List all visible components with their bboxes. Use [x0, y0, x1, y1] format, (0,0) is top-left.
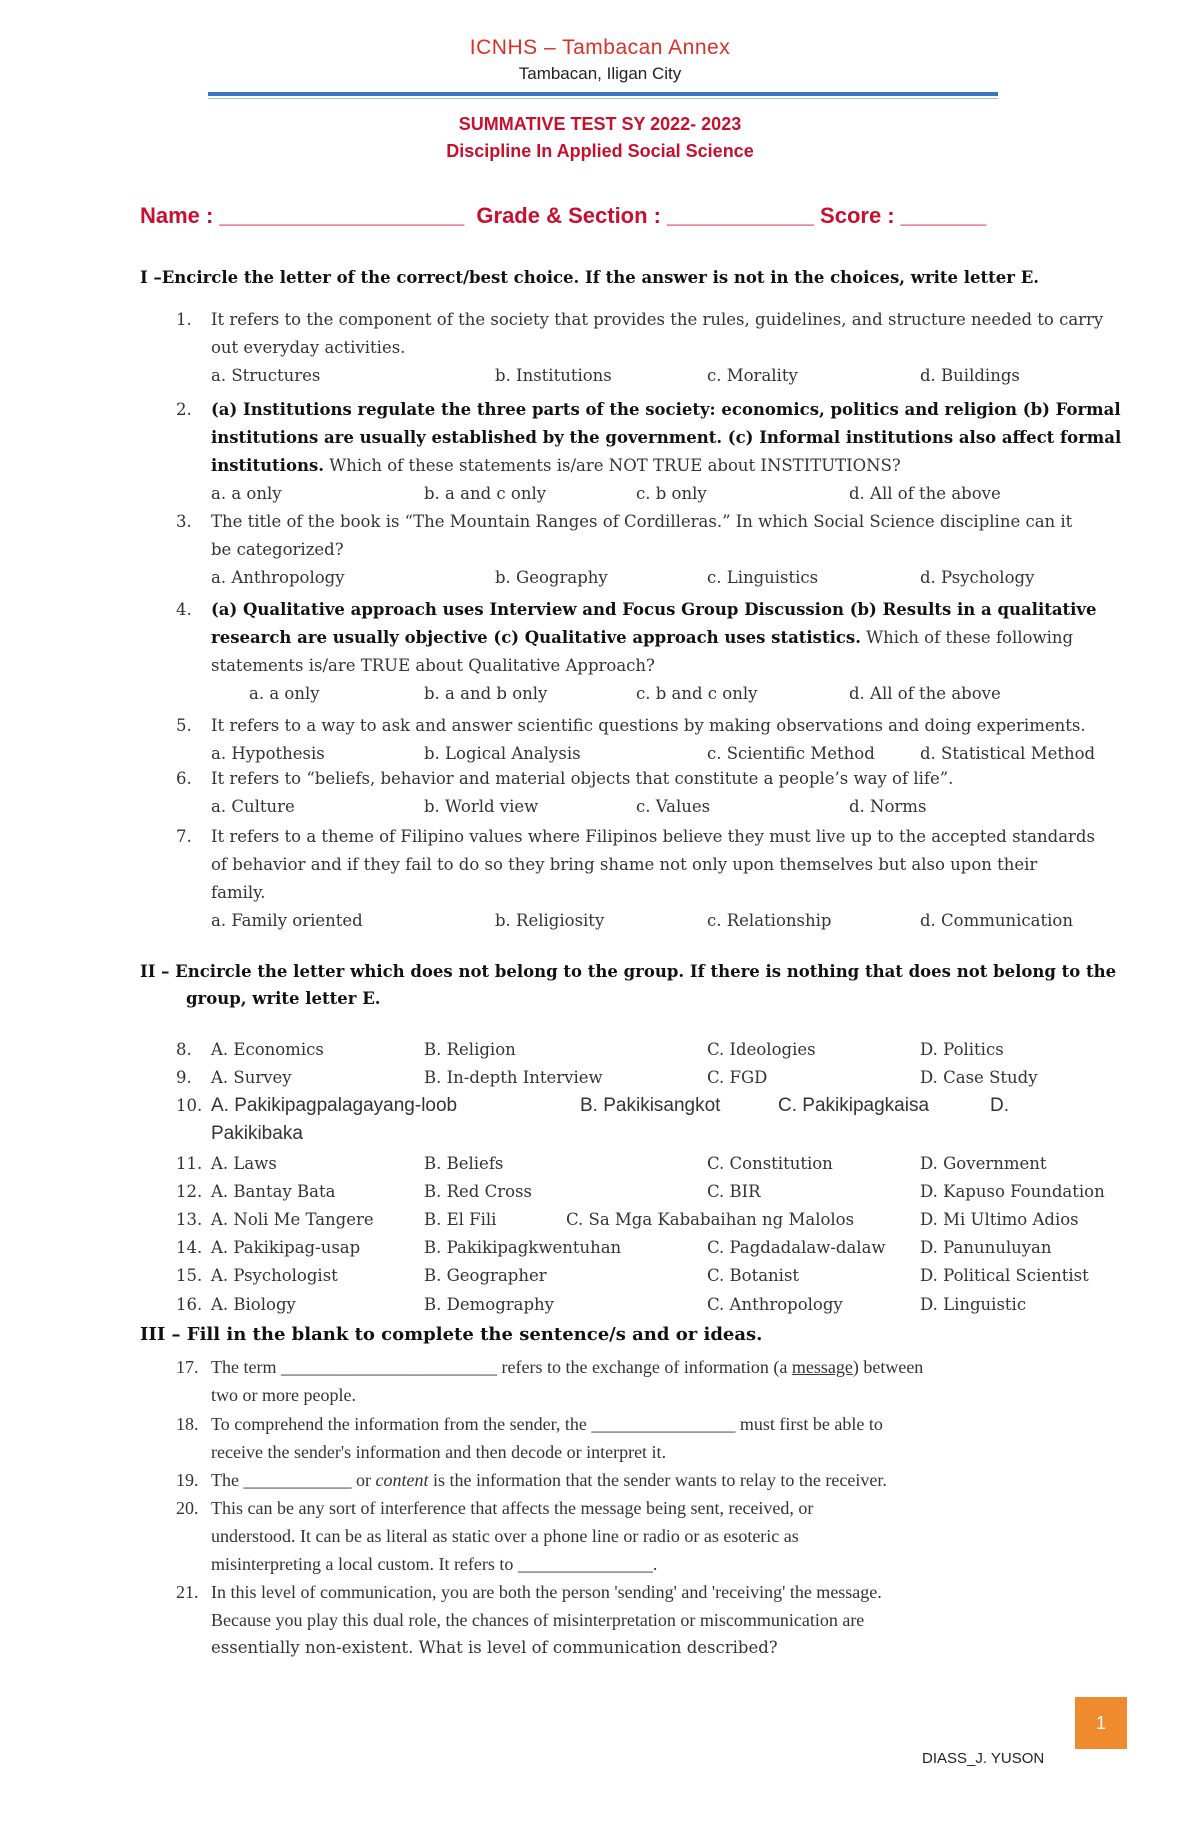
- row-number: 10.: [176, 1096, 203, 1115]
- row-number: 11.: [176, 1154, 203, 1173]
- q2-text-line3: Which of these statements is/are NOT TRUE about INSTITUTIONS?: [324, 456, 901, 475]
- q7-text-line1: It refers to a theme of Filipino values where Filipinos believe they must live up to the accepted standards: [211, 827, 1095, 846]
- question-3: [0, 508, 1200, 596]
- question-2: [0, 396, 1200, 512]
- row-choice-c: C. Pagdadalaw-dalaw: [707, 1238, 886, 1257]
- header-rule-thin: [208, 98, 998, 99]
- row-choice-b: B. Religion: [424, 1040, 516, 1059]
- question-20: [0, 1494, 1200, 1578]
- header-rule: [208, 92, 998, 96]
- q4-bold-line1: (a) Qualitative approach uses Interview and Focus Group Discussion (b) Results in a qualitative: [211, 600, 1097, 619]
- row-choice-a: A. Economics: [211, 1040, 324, 1059]
- row-choice-a: A. Laws: [211, 1154, 277, 1173]
- q7-choice-d: d. Communication: [920, 911, 1073, 930]
- q3-choice-c: c. Linguistics: [707, 568, 819, 587]
- q4-text-line2: Which of these following: [860, 628, 1074, 647]
- q6-choice-a: a. Culture: [211, 797, 295, 816]
- q4-choice-b: b. a and b only: [424, 684, 548, 703]
- q1-text-line1: It refers to the component of the society that provides the rules, guidelines, and structure needed to carry: [211, 310, 1104, 329]
- q6-choice-d: d. Norms: [849, 797, 927, 816]
- q7-text-line2: of behavior and if they fail to do so they bring shame not only upon themselves but also upon their: [211, 855, 1038, 874]
- question-6: [0, 765, 1200, 823]
- row-choice-d: D. Case Study: [920, 1068, 1038, 1087]
- row-choice-a: A. Survey: [211, 1068, 292, 1087]
- q1-choice-d: d. Buildings: [920, 366, 1020, 385]
- q6-text: It refers to “beliefs, behavior and material objects that constitute a people’s way of life”.: [211, 769, 954, 788]
- q18-text-post: must first be able to: [735, 1414, 883, 1434]
- question-5: [0, 712, 1200, 770]
- row-choice-b: B. Pakikisangkot: [580, 1095, 721, 1116]
- q4-bold-line2: research are usually objective (c) Qualitative approach uses statistics.: [211, 628, 861, 647]
- q6-choice-c: c. Values: [636, 797, 711, 816]
- q2-number: 2.: [176, 400, 192, 419]
- q18-blank: ________________: [591, 1414, 736, 1434]
- row-choice-d: D. Government: [920, 1154, 1047, 1173]
- q7-number: 7.: [176, 827, 192, 846]
- q19-text-mid: or: [351, 1470, 376, 1490]
- row-choice-b: B. In-depth Interview: [424, 1068, 603, 1087]
- row-choice-c: C. BIR: [707, 1182, 761, 1201]
- q20-text-line3: misinterpreting a local custom. It refers to: [211, 1554, 518, 1574]
- school-name: ICNHS – Tambacan Annex: [469, 36, 731, 59]
- q2-choice-a: a. a only: [211, 484, 282, 503]
- q7-choice-b: b. Religiosity: [495, 911, 605, 930]
- name-grade-score-line: Name : ____________________ Grade & Section : ____________ Score : _______: [140, 203, 987, 228]
- q18-number: 18.: [176, 1414, 199, 1434]
- q4-choice-a: a. a only: [249, 684, 320, 703]
- question-7: [0, 823, 1200, 939]
- q21-text-line3: essentially non-existent. What is level of communication described?: [211, 1638, 778, 1657]
- q5-text: It refers to a way to ask and answer scientific questions by making observations and doing experiments.: [211, 716, 1086, 735]
- q5-choice-d: d. Statistical Method: [920, 744, 1096, 763]
- q1-choice-b: b. Institutions: [495, 366, 612, 385]
- q20-text-line2: understood. It can be as literal as static over a phone line or radio or as esoteric as: [211, 1526, 799, 1546]
- footer-author: DIASS_J. YUSON: [922, 1750, 1045, 1767]
- q7-choice-a: a. Family oriented: [211, 911, 363, 930]
- q1-choice-c: c. Morality: [707, 366, 798, 385]
- row-choice-c: C. Sa Mga Kababaihan ng Malolos: [566, 1210, 855, 1229]
- row-number: 12.: [176, 1182, 203, 1201]
- q19-text-pre: The: [211, 1470, 244, 1490]
- q5-choice-b: b. Logical Analysis: [424, 744, 581, 763]
- q21-text-line1: In this level of communication, you are both the person 'sending' and 'receiving' the message.: [211, 1582, 882, 1602]
- q1-choice-a: a. Structures: [211, 366, 321, 385]
- row-number: 9.: [176, 1068, 192, 1087]
- subject-title: Discipline In Applied Social Science: [446, 141, 754, 161]
- q17-text-post: refers to the exchange of information (a: [496, 1357, 792, 1377]
- q5-choice-c: c. Scientific Method: [707, 744, 875, 763]
- q20-number: 20.: [176, 1498, 199, 1518]
- row-choice-a: A. Biology: [211, 1295, 296, 1314]
- row-number: 16.: [176, 1295, 203, 1314]
- row-choice-a: A. Noli Me Tangere: [211, 1210, 374, 1229]
- q19-content-italic: content: [375, 1470, 429, 1490]
- q6-number: 6.: [176, 769, 192, 788]
- q2-bold-line1: (a) Institutions regulate the three parts of the society: economics, politics and religion (b) Formal: [211, 400, 1121, 419]
- q19-text-post: is the information that the sender wants to relay to the receiver.: [428, 1470, 887, 1490]
- row-choice-c: C. Constitution: [707, 1154, 833, 1173]
- q2-bold-line3: institutions.: [211, 456, 324, 475]
- q19-number: 19.: [176, 1470, 199, 1490]
- row-choice-d: D. Kapuso Foundation: [920, 1182, 1105, 1201]
- q5-choice-a: a. Hypothesis: [211, 744, 325, 763]
- row-choice-a: A. Pakikipag-usap: [211, 1238, 361, 1257]
- q5-number: 5.: [176, 716, 192, 735]
- row-choice-d-cont: Pakikibaka: [211, 1123, 303, 1144]
- q3-choice-a: a. Anthropology: [211, 568, 345, 587]
- row-choice-a: A. Bantay Bata: [211, 1182, 336, 1201]
- q2-bold-line2: institutions are usually established by the government. (c) Informal institutions also affect formal: [211, 428, 1122, 447]
- q2-choice-d: d. All of the above: [849, 484, 1001, 503]
- q20-blank: _______________: [517, 1554, 653, 1574]
- q4-number: 4.: [176, 600, 192, 619]
- row-choice-b: B. Beliefs: [424, 1154, 504, 1173]
- row-choice-d: D. Mi Ultimo Adios: [920, 1210, 1079, 1229]
- row-choice-c: C. Anthropology: [707, 1295, 843, 1314]
- row-number: 8.: [176, 1040, 192, 1059]
- q7-choice-c: c. Relationship: [707, 911, 832, 930]
- row-choice-d: D. Political Scientist: [920, 1266, 1089, 1285]
- row-choice-d: D. Politics: [920, 1040, 1004, 1059]
- q6-choice-b: b. World view: [424, 797, 539, 816]
- row-choice-b: B. Demography: [424, 1295, 554, 1314]
- row-choice-d: D.: [990, 1095, 1009, 1116]
- section2-heading-line2: group, write letter E.: [186, 989, 381, 1008]
- q4-text-line3: statements is/are TRUE about Qualitative Approach?: [211, 656, 655, 675]
- question-18: [0, 1410, 1200, 1466]
- q20-text-end: .: [652, 1554, 658, 1574]
- question-19: [0, 1466, 1200, 1494]
- q19-blank: ____________: [243, 1470, 352, 1490]
- row-choice-c: C. Pakikipagkaisa: [778, 1095, 930, 1116]
- q18-text-line2: receive the sender's information and then decode or interpret it.: [211, 1442, 667, 1462]
- row-choice-a: A. Psychologist: [211, 1266, 338, 1285]
- row-number: 13.: [176, 1210, 203, 1229]
- row-choice-c: C. FGD: [707, 1068, 768, 1087]
- q3-text-line2: be categorized?: [211, 540, 344, 559]
- row-choice-b: B. Pakikipagkwentuhan: [424, 1238, 622, 1257]
- q21-text-line2: Because you play this dual role, the chances of misinterpretation or miscommunication are: [211, 1610, 865, 1630]
- school-city: Tambacan, Iligan City: [518, 64, 682, 83]
- row-choice-a: A. Pakikipagpalagayang-loob: [211, 1095, 458, 1116]
- q4-choice-c: c. b and c only: [636, 684, 758, 703]
- q2-choice-b: b. a and c only: [424, 484, 547, 503]
- q17-message-link[interactable]: message: [791, 1357, 853, 1377]
- q1-number: 1.: [176, 310, 192, 329]
- question-21: [0, 1578, 1200, 1662]
- q17-blank: ________________________: [280, 1357, 497, 1377]
- q18-text-pre: To comprehend the information from the sender, the: [211, 1414, 592, 1434]
- section2-row-10: [0, 1092, 1200, 1150]
- page-number: 1: [1075, 1697, 1127, 1749]
- q4-choice-d: d. All of the above: [849, 684, 1001, 703]
- q17-text-line2: two or more people.: [211, 1385, 356, 1405]
- row-choice-b: B. El Fili: [424, 1210, 497, 1229]
- test-title: SUMMATIVE TEST SY 2022- 2023: [458, 114, 742, 134]
- row-choice-d: D. Linguistic: [920, 1295, 1027, 1314]
- q3-choice-b: b. Geography: [495, 568, 608, 587]
- question-17: [0, 1353, 1200, 1409]
- question-4: [0, 596, 1200, 712]
- row-number: 15.: [176, 1266, 203, 1285]
- q7-text-line3: family.: [211, 883, 266, 902]
- row-choice-c: C. Ideologies: [707, 1040, 816, 1059]
- question-1: [0, 306, 1200, 396]
- row-choice-b: B. Geographer: [424, 1266, 547, 1285]
- row-choice-b: B. Red Cross: [424, 1182, 532, 1201]
- q3-text-line1: The title of the book is “The Mountain Ranges of Cordilleras.” In which Social Science discipline can it: [211, 512, 1073, 531]
- q1-text-line2: out everyday activities.: [211, 338, 406, 357]
- row-choice-d: D. Panunuluyan: [920, 1238, 1052, 1257]
- q3-number: 3.: [176, 512, 192, 531]
- q3-choice-d: d. Psychology: [920, 568, 1035, 587]
- section1-heading: I –Encircle the letter of the correct/best choice. If the answer is not in the choices, write letter E.: [140, 268, 1040, 287]
- q21-number: 21.: [176, 1582, 199, 1602]
- row-number: 14.: [176, 1238, 203, 1257]
- section2-heading-line1: II – Encircle the letter which does not belong to the group. If there is nothing that does not belong to the: [140, 962, 1117, 981]
- q2-choice-c: c. b only: [636, 484, 707, 503]
- section3-heading: III – Fill in the blank to complete the sentence/s and or ideas.: [140, 1324, 763, 1345]
- q20-text-line1: This can be any sort of interference that affects the message being sent, received, or: [211, 1498, 814, 1518]
- q17-text-post2: ) between: [852, 1357, 924, 1377]
- q17-text-pre: The term: [211, 1357, 281, 1377]
- row-choice-c: C. Botanist: [707, 1266, 800, 1285]
- q17-number: 17.: [176, 1357, 199, 1377]
